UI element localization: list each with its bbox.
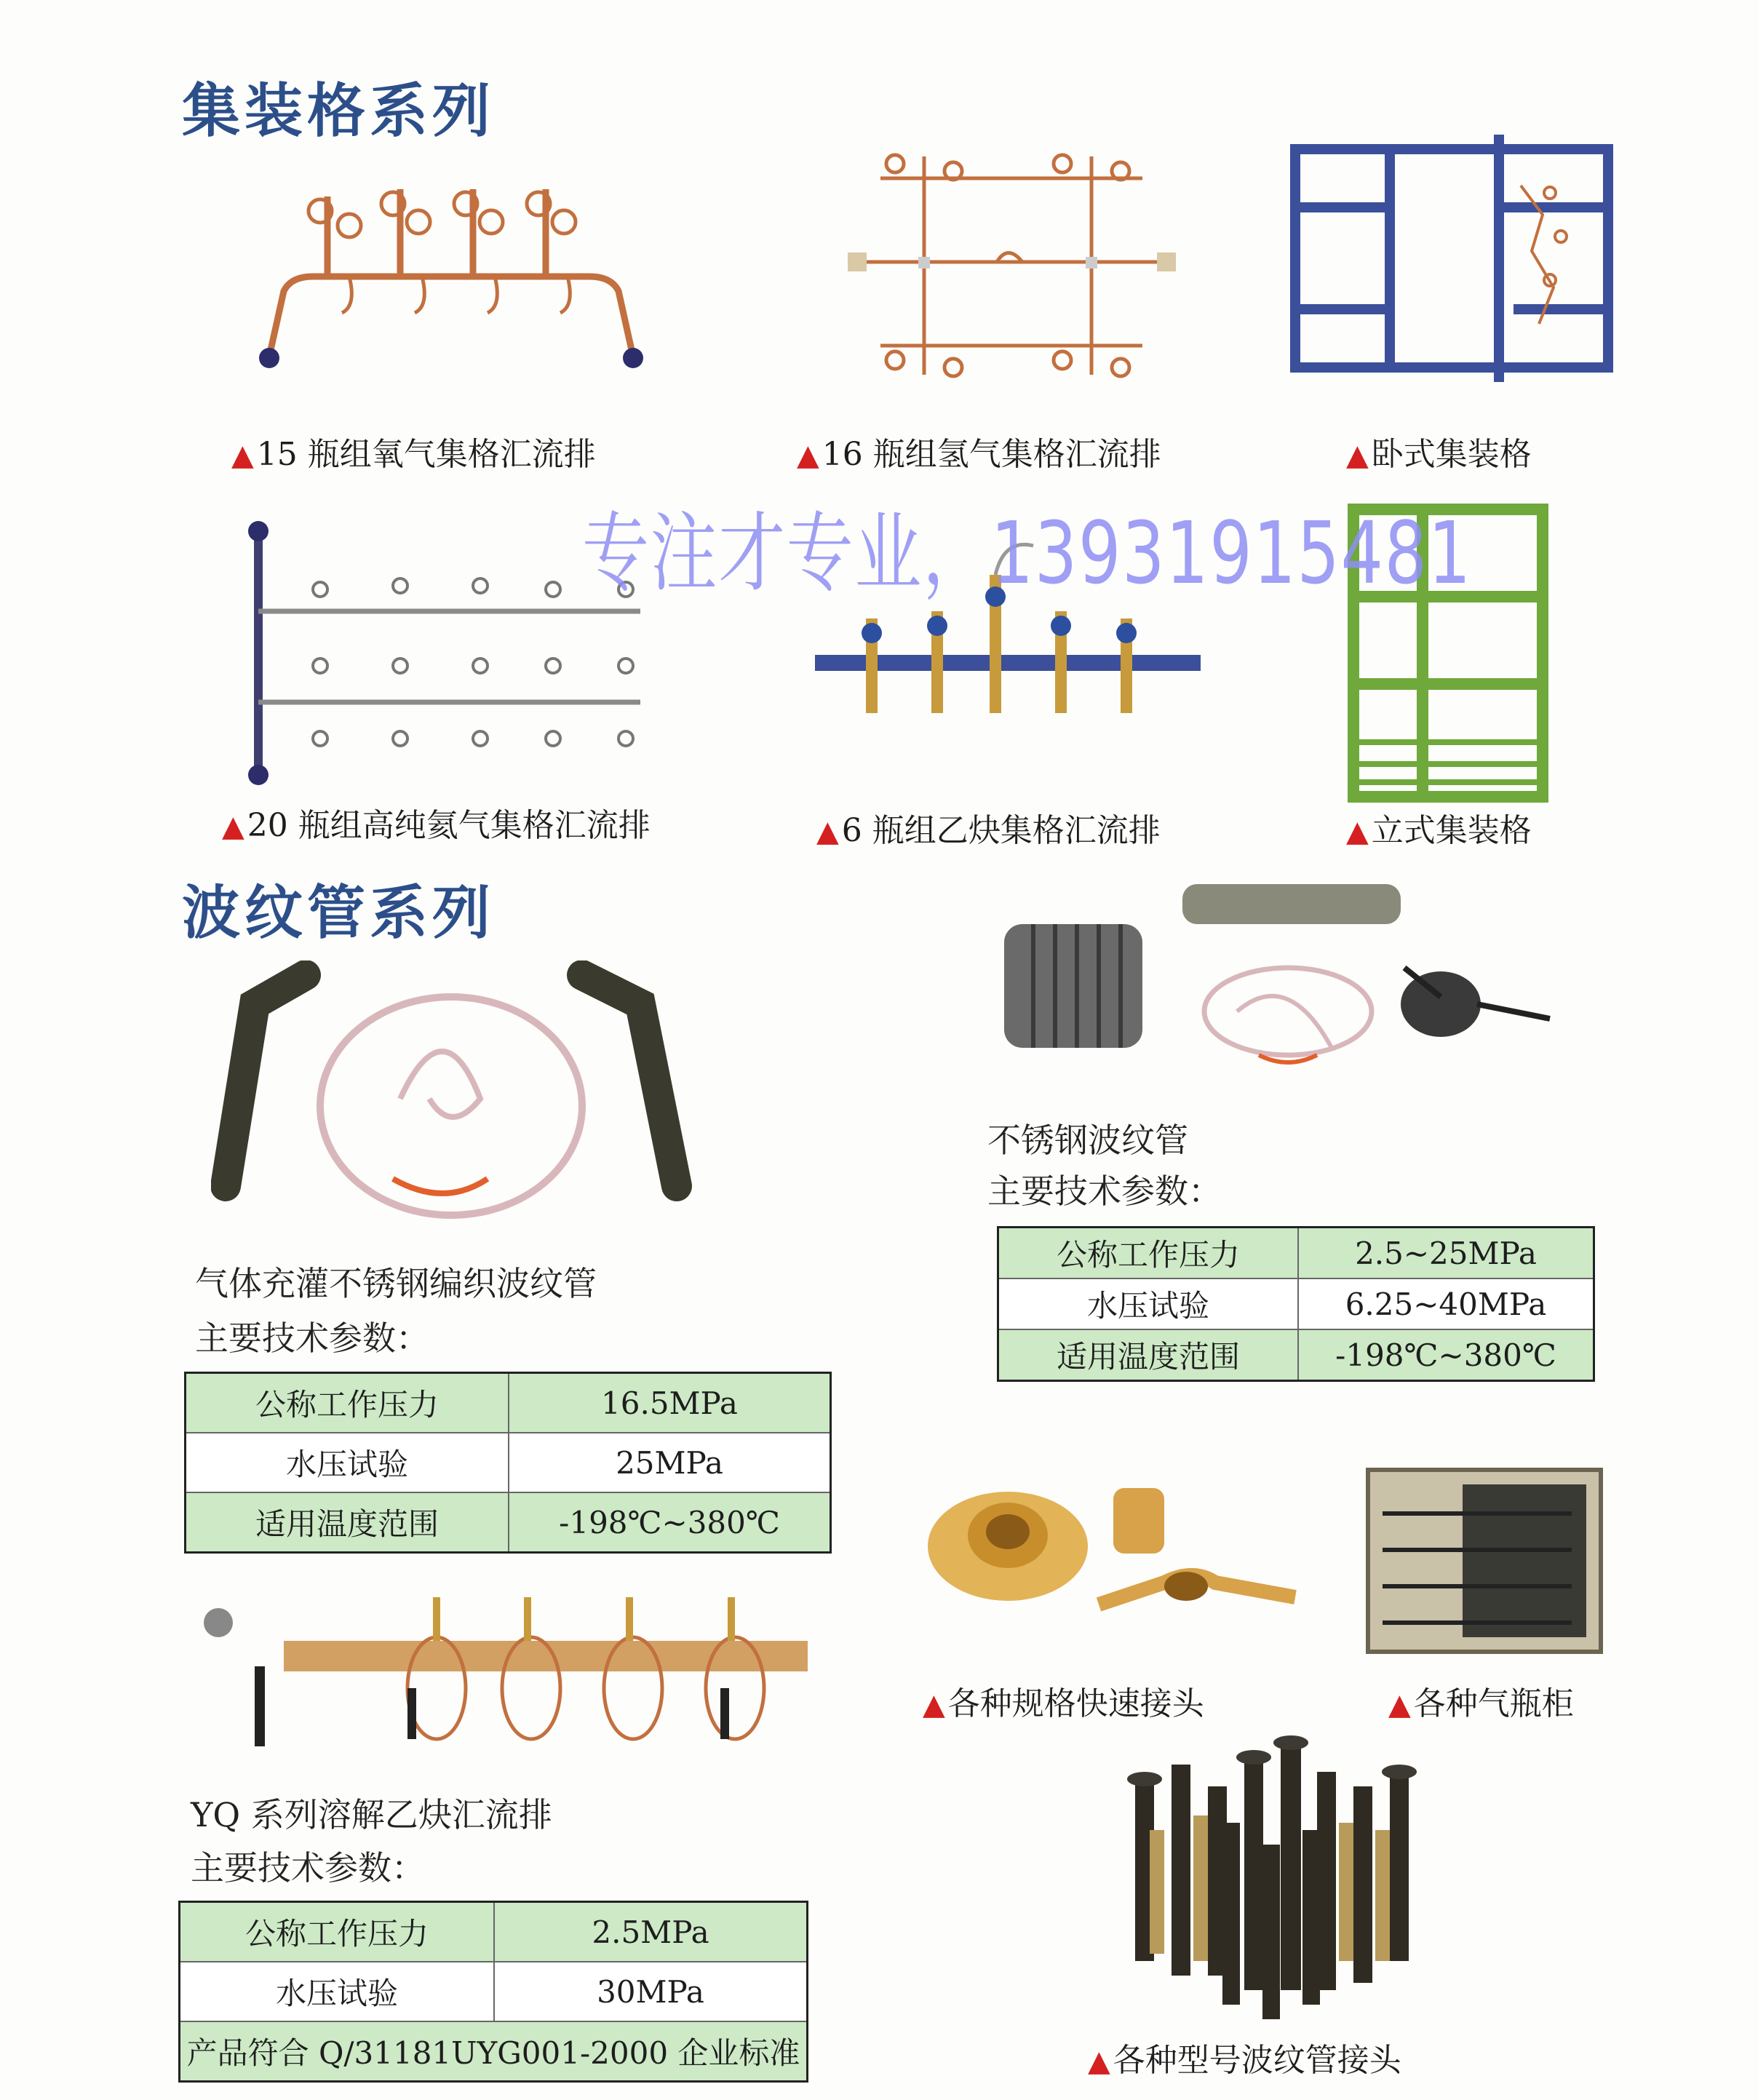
braided-bellows-spec-table bbox=[184, 1372, 832, 1554]
spec-label: 公称工作压力 bbox=[186, 1373, 509, 1433]
caption-gas-cabinet: ▲各种气瓶柜 bbox=[1388, 1685, 1574, 1722]
spec-value: 25MPa bbox=[509, 1433, 831, 1492]
caption-bellows-joints: ▲各种型号波纹管接头 bbox=[1088, 2042, 1401, 2079]
caption-vertical-rack: ▲立式集装格 bbox=[1346, 812, 1532, 849]
table-row bbox=[998, 1278, 1594, 1329]
table-row bbox=[186, 1433, 831, 1492]
triangle-marker-icon: ▲ bbox=[1346, 815, 1369, 848]
spec-label: 适用温度范围 bbox=[998, 1329, 1299, 1381]
table-row bbox=[186, 1492, 831, 1553]
spec-value: 30MPa bbox=[494, 1962, 808, 2021]
yq-manifold-spec-table bbox=[178, 1901, 808, 2083]
spec-value: -198℃~380℃ bbox=[1298, 1329, 1594, 1381]
yq-manifold-params-label: 主要技术参数： bbox=[191, 1848, 425, 1888]
spec-value: 2.5~25MPa bbox=[1298, 1228, 1594, 1279]
table-row bbox=[180, 1962, 808, 2021]
spec-label: 水压试验 bbox=[180, 1962, 495, 2021]
table-row bbox=[186, 1373, 831, 1433]
spec-label: 公称工作压力 bbox=[998, 1228, 1299, 1279]
triangle-marker-icon: ▲ bbox=[923, 1688, 945, 1722]
table-row bbox=[180, 1902, 808, 1962]
spec-value: 16.5MPa bbox=[509, 1373, 831, 1433]
spec-label: 公称工作压力 bbox=[180, 1902, 495, 1962]
braided-bellows-name: 气体充灌不锈钢编织波纹管 bbox=[195, 1264, 597, 1303]
stainless-bellows-params-label: 主要技术参数： bbox=[987, 1172, 1222, 1211]
caption-15-oxygen: ▲15 瓶组氧气集格汇流排 bbox=[231, 436, 596, 473]
triangle-marker-icon: ▲ bbox=[797, 439, 819, 472]
yq-manifold-name: YQ 系列溶解乙炔汇流排 bbox=[191, 1795, 552, 1834]
manifold-16-hydrogen-photo bbox=[837, 127, 1186, 404]
quick-connectors-photo bbox=[924, 1459, 1302, 1626]
stainless-bellows-spec-table bbox=[997, 1226, 1595, 1382]
spec-value: 2.5MPa bbox=[494, 1902, 808, 1962]
section-title-bellows: 波纹管系列 bbox=[182, 879, 495, 947]
gas-cabinet-photo bbox=[1353, 1455, 1615, 1666]
spec-label: 水压试验 bbox=[998, 1278, 1299, 1329]
spec-standard: 产品符合 Q/31181UYG001-2000 企业标准 bbox=[180, 2021, 808, 2082]
section-title-container: 集装格系列 bbox=[182, 77, 495, 145]
horizontal-rack-photo bbox=[1281, 127, 1623, 397]
stainless-bellows-name: 不锈钢波纹管 bbox=[987, 1121, 1188, 1160]
triangle-marker-icon: ▲ bbox=[231, 439, 254, 472]
triangle-marker-icon: ▲ bbox=[816, 815, 839, 848]
manifold-15-oxygen-photo bbox=[240, 167, 662, 386]
triangle-marker-icon: ▲ bbox=[1346, 439, 1369, 472]
yq-acetylene-manifold-photo bbox=[196, 1586, 851, 1754]
braided-bellows-params-label: 主要技术参数： bbox=[195, 1319, 429, 1358]
spec-value: 6.25~40MPa bbox=[1298, 1278, 1594, 1329]
spec-label: 适用温度范围 bbox=[186, 1492, 509, 1553]
table-row bbox=[998, 1228, 1594, 1279]
spec-value: -198℃~380℃ bbox=[509, 1492, 831, 1553]
triangle-marker-icon: ▲ bbox=[1088, 2045, 1110, 2078]
bellows-joints-photo bbox=[1106, 1735, 1448, 2027]
table-row bbox=[998, 1329, 1594, 1381]
spec-label: 水压试验 bbox=[186, 1433, 509, 1492]
stainless-bellows-photo bbox=[997, 880, 1579, 1099]
caption-20-helium: ▲20 瓶组高纯氦气集格汇流排 bbox=[222, 807, 651, 844]
caption-quick-connectors: ▲各种规格快速接头 bbox=[923, 1685, 1204, 1722]
braided-bellows-photo bbox=[211, 960, 720, 1244]
caption-6-acetylene: ▲6 瓶组乙炔集格汇流排 bbox=[816, 812, 1161, 849]
triangle-marker-icon: ▲ bbox=[1388, 1688, 1411, 1722]
table-row bbox=[180, 2021, 808, 2082]
triangle-marker-icon: ▲ bbox=[222, 810, 244, 843]
caption-horizontal-rack: ▲卧式集装格 bbox=[1346, 436, 1532, 473]
watermark-contact: 专注才专业，13931915481 bbox=[582, 503, 1472, 603]
caption-16-hydrogen: ▲16 瓶组氢气集格汇流排 bbox=[797, 436, 1161, 473]
